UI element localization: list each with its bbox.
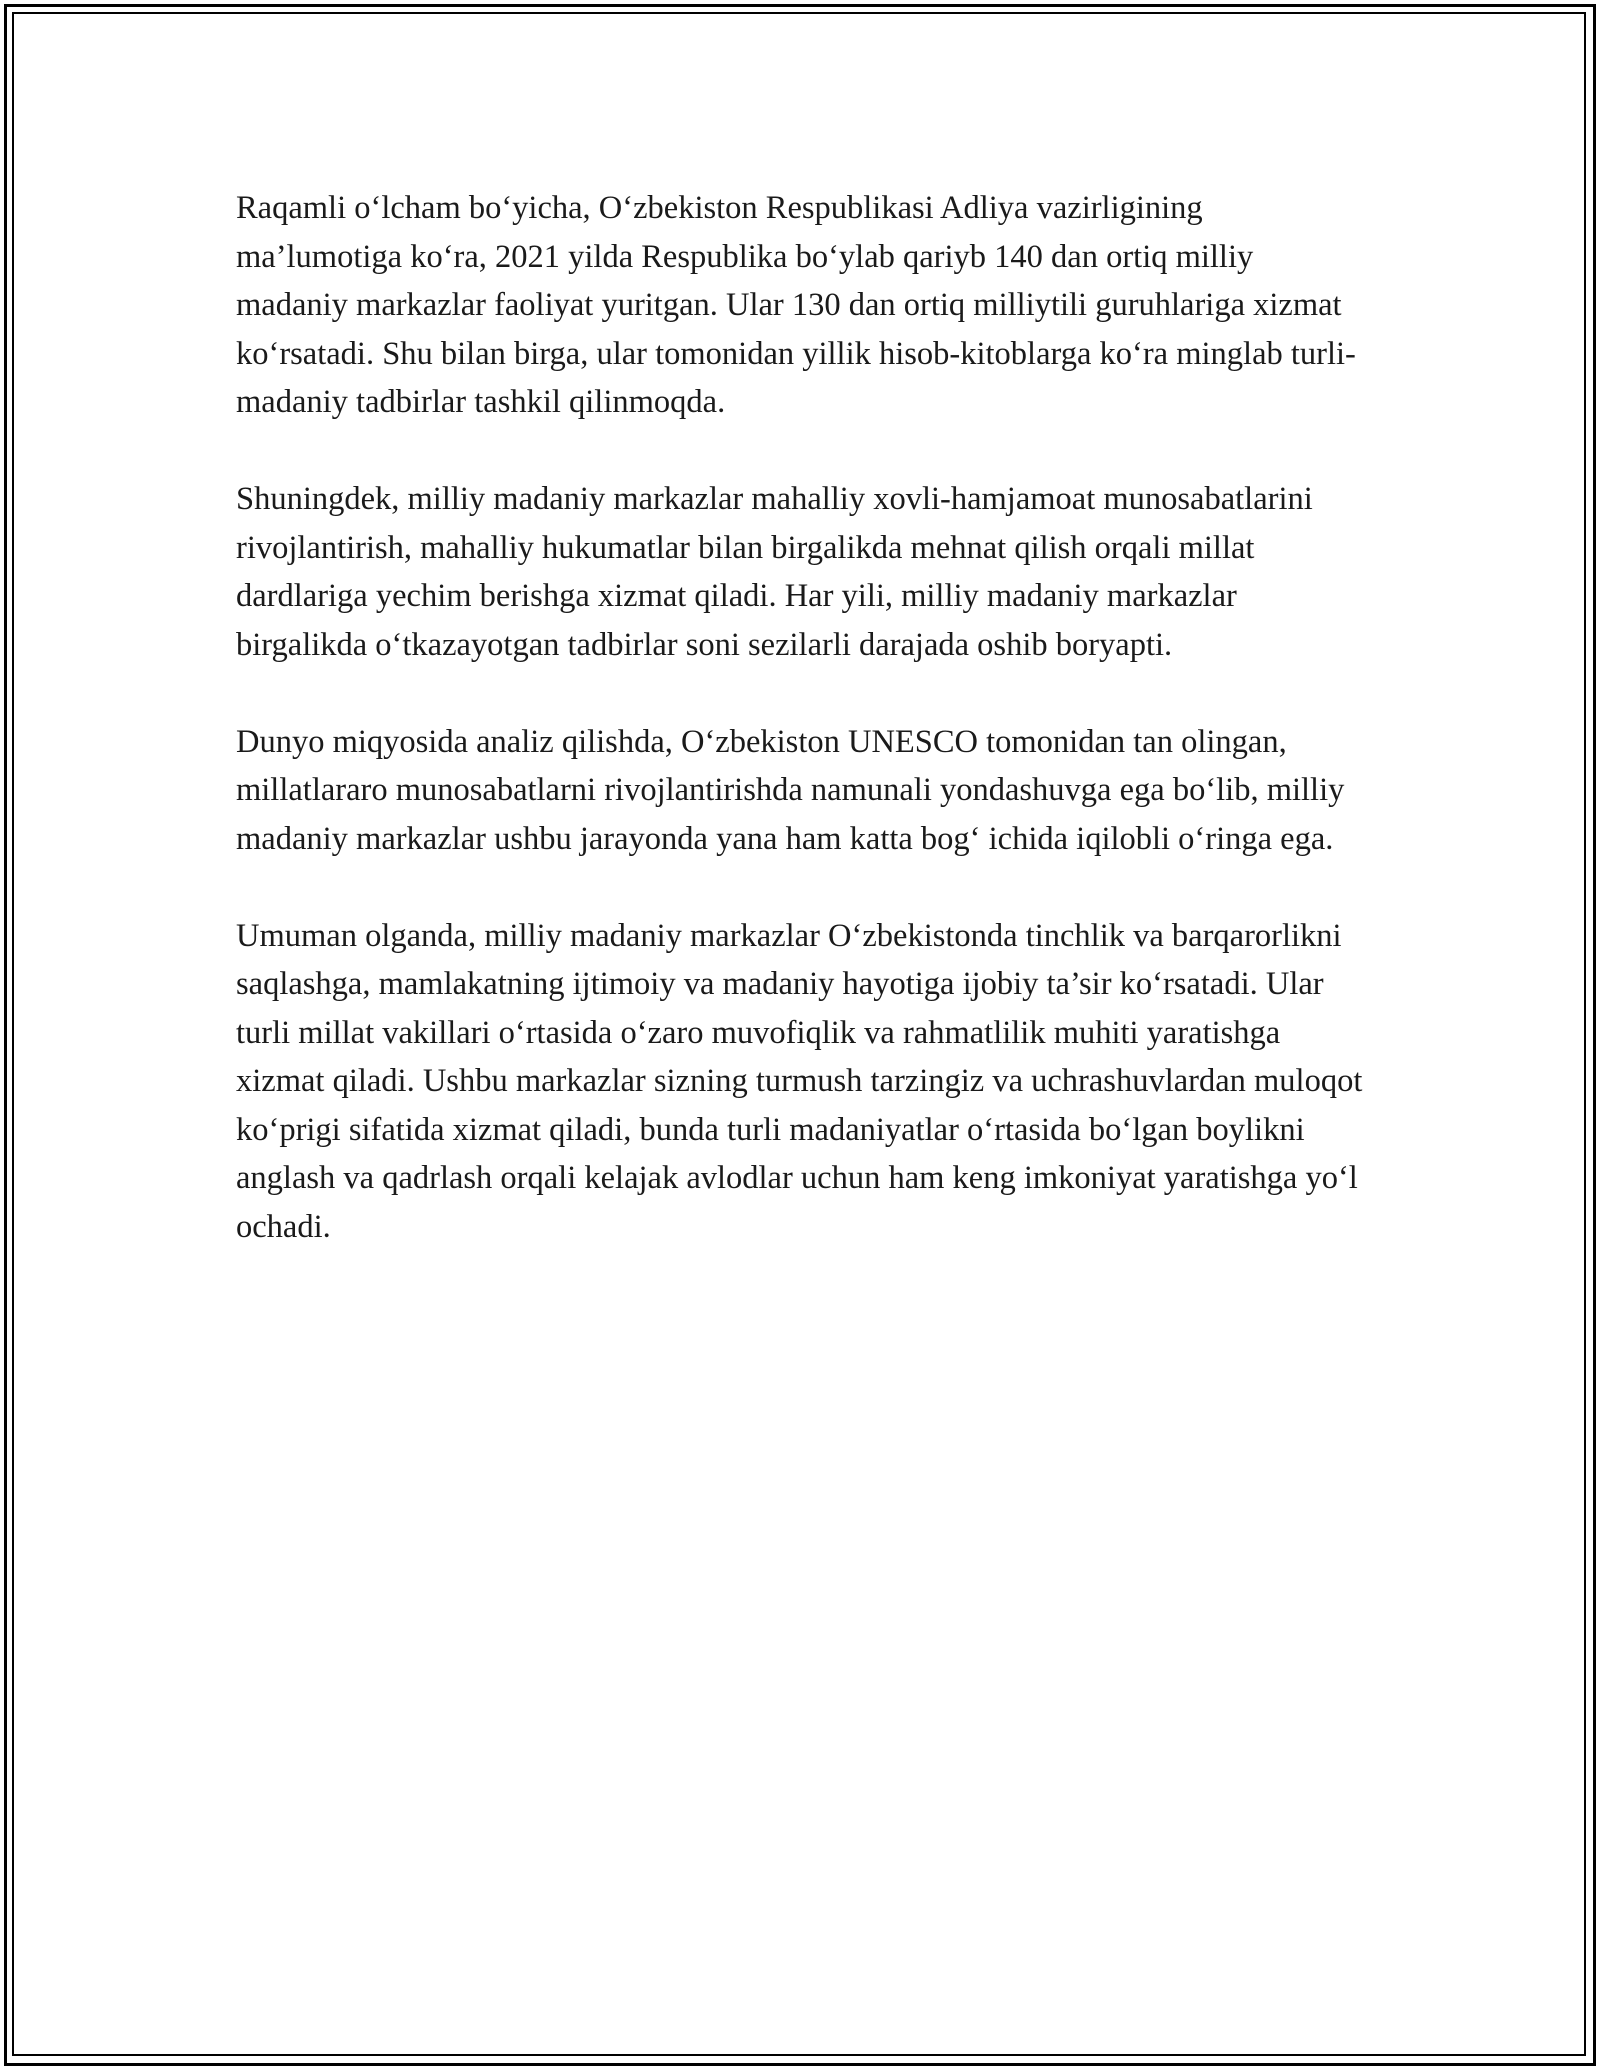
paragraph-2: Shuningdek, milliy madaniy markazlar mahalliy xovli-hamjamoat munosabatlarini rivojlantirish, mahalliy hukumatlar bilan birgalikda mehnat qilish orqali millat dardlariga yechim berishga xizmat qiladi. Har yili, milliy madaniy markazlar birgalikda o‘tkazayotgan tadbirlar soni sezilarli darajada oshib boryapti. — [236, 481, 1313, 663]
paragraph-3: Dunyo miqyosida analiz qilishda, O‘zbekiston UNESCO tomonidan tan olingan, millatlararo munosabatlarni rivojlantirishda namunali yondashuvga ega bo‘lib, milliy madaniy markazlar ushbu jarayonda yana ham katta bog‘ ichida iqilobli o‘ringa ega. — [236, 723, 1345, 857]
document-body — [236, 184, 1366, 1300]
paragraph-4: Umuman olganda, milliy madaniy markazlar O‘zbekistonda tinchlik va barqarorlikni saqlashga, mamlakatning ijtimoiy va madaniy hayotiga ijobiy ta’sir ko‘rsatadi. Ular turli millat vakillari o‘rtasida o‘zaro muvofiqlik va rahmatlilik muhiti yaratishga xizmat qiladi. Ushbu markazlar sizning turmush tarzingiz va uchrashuvlardan muloqot ko‘prigi sifatida xizmat qiladi, bunda turli madaniyatlar o‘rtasida bo‘lgan boylikni anglash va qadrlash orqali kelajak avlodlar uchun ham keng imkoniyat yaratishga yo‘l ochadi. — [236, 917, 1363, 1245]
paragraph-1: Raqamli o‘lcham bo‘yicha, O‘zbekiston Respublikasi Adliya vazirligining ma’lumotiga ko‘ra, 2021 yilda Respublika bo‘ylab qariyb 140 dan ortiq milliy madaniy markazlar faoliyat yuritgan. Ular 130 dan ortiq milliytili guruhlariga xizmat ko‘rsatadi. Shu bilan birga, ular tomonidan yillik hisob-kitoblarga ko‘ra minglab turli-madaniy tadbirlar tashkil qilinmoqda. — [236, 190, 1356, 420]
